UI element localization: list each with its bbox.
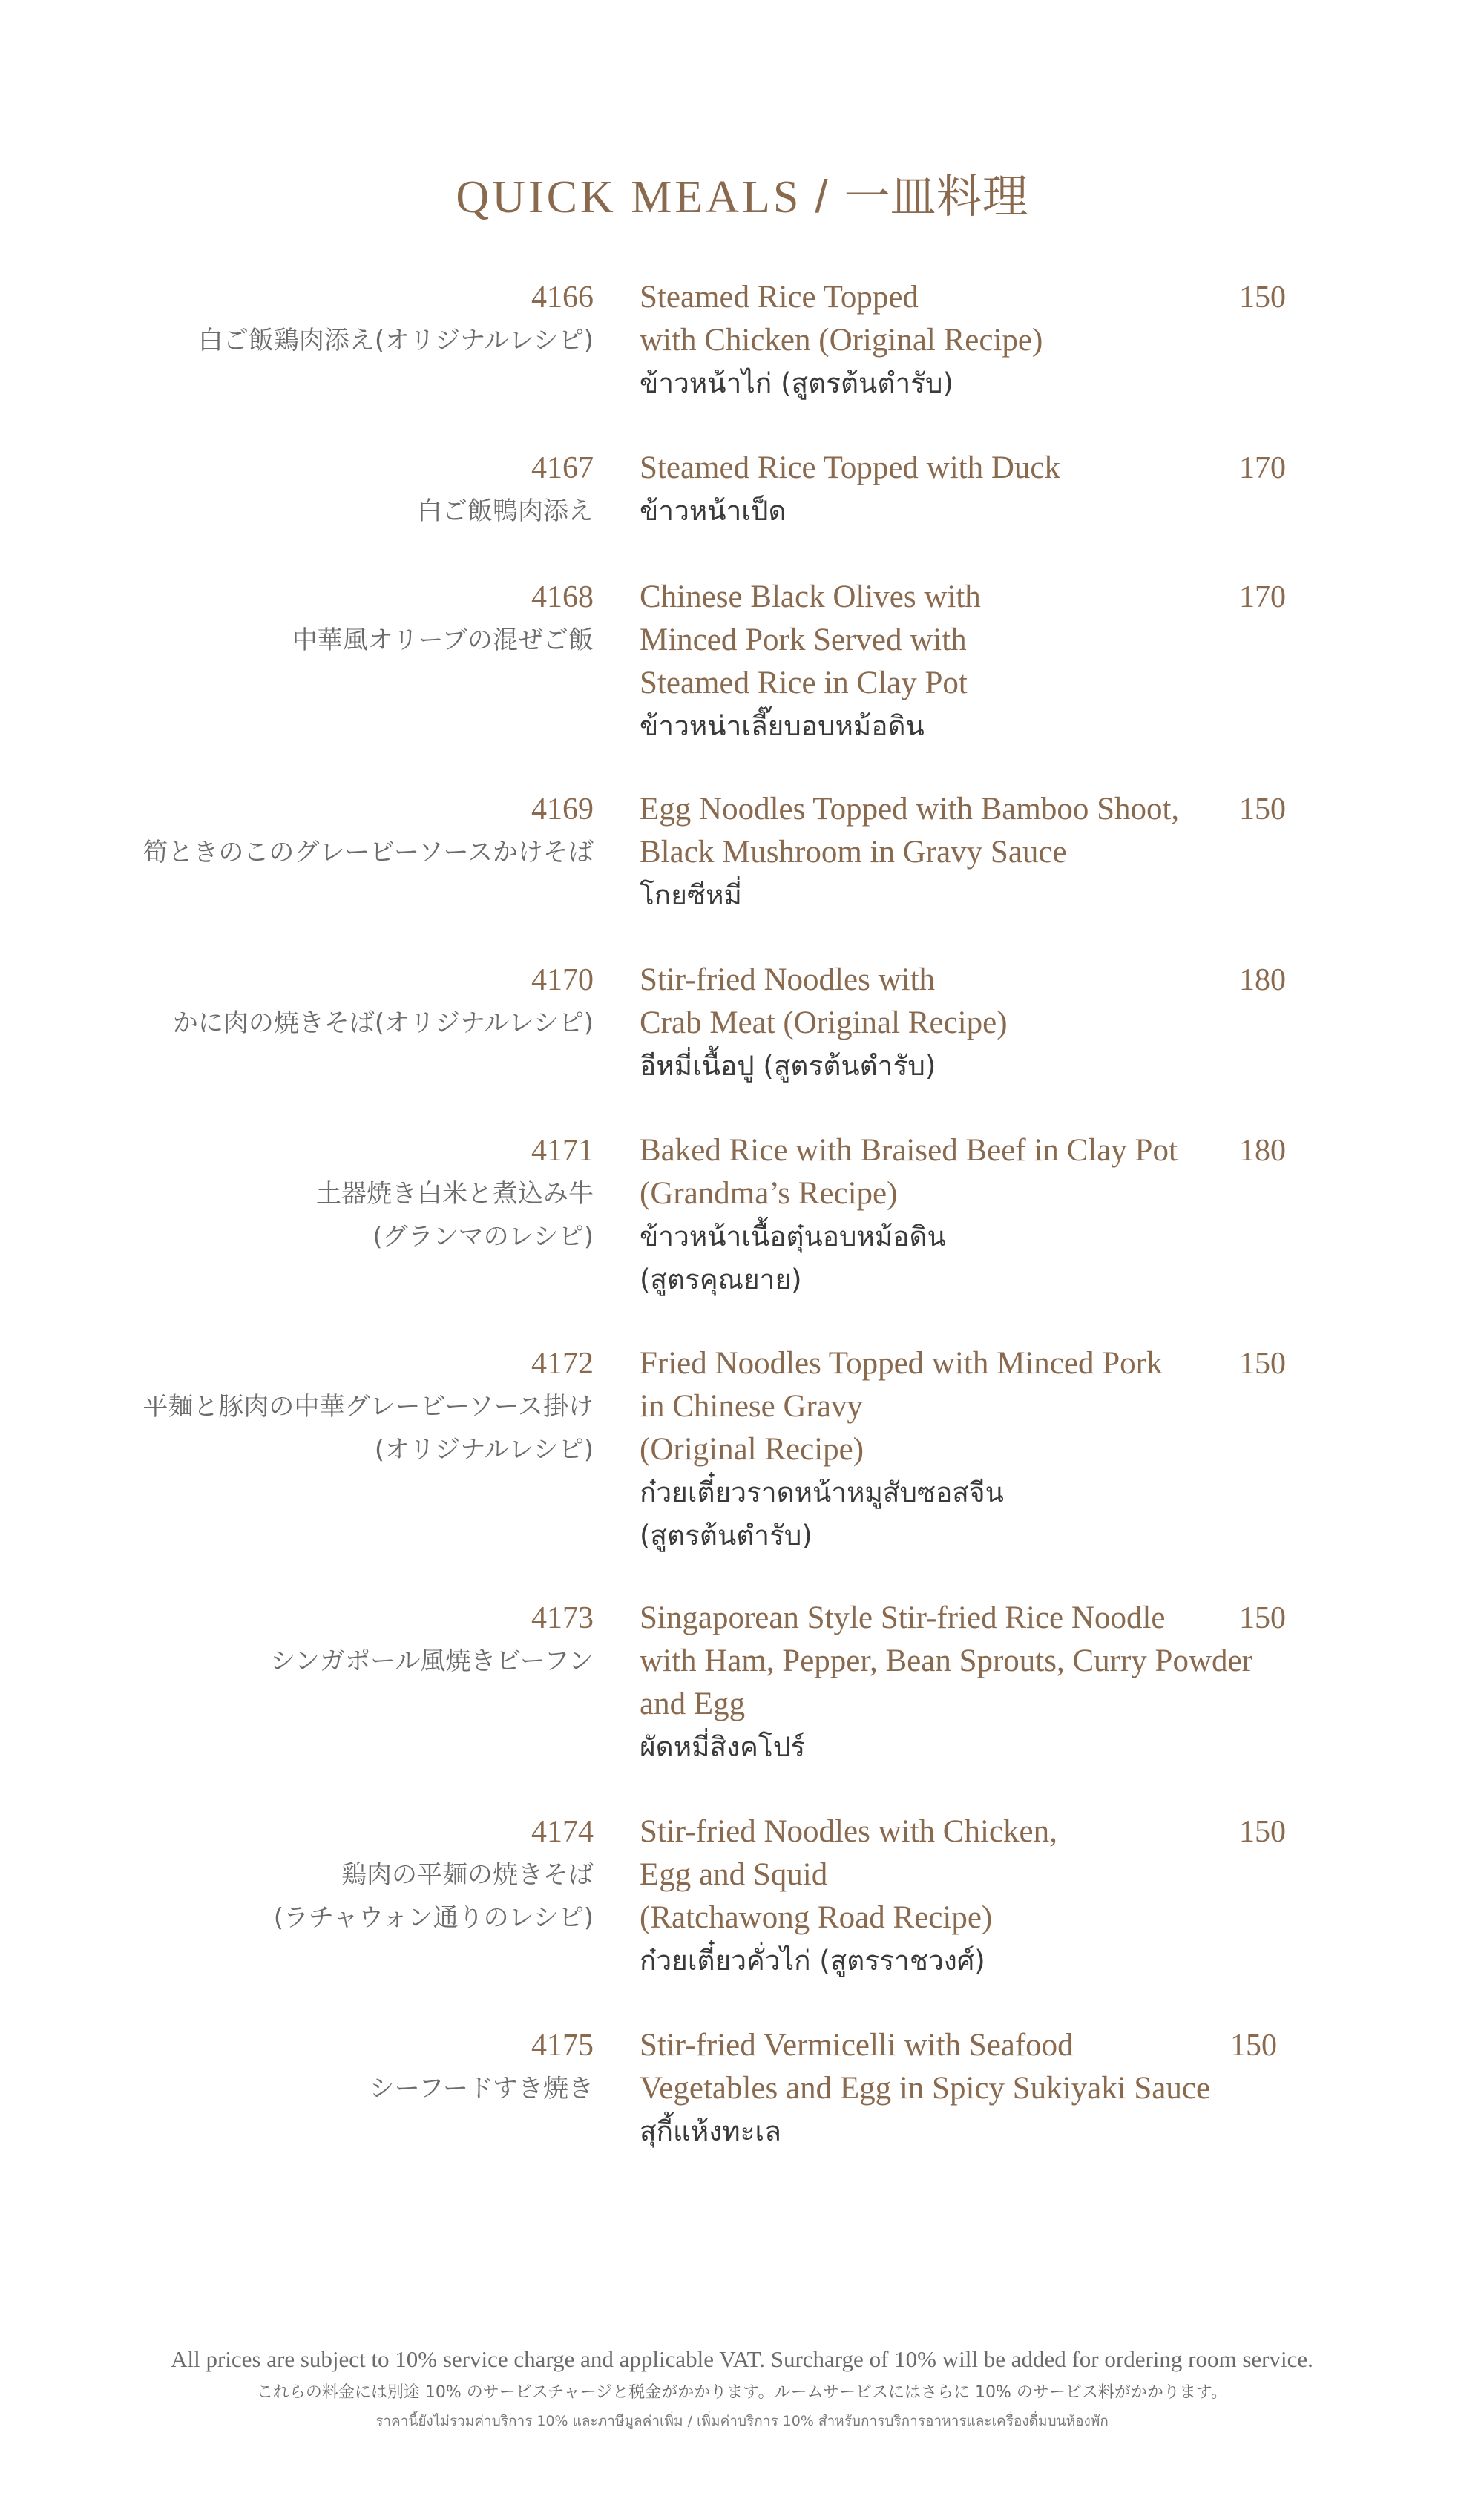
menu-item-english-name: Black Mushroom in Gravy Sauce xyxy=(640,835,1067,870)
menu-item-english-name: and Egg xyxy=(640,1687,746,1721)
menu-item-code: 4167 xyxy=(531,451,594,485)
menu-item-thai-name: ข้าวหน้าไก่ (สูตรต้นตำรับ) xyxy=(640,367,953,399)
menu-item-left-column xyxy=(142,1342,594,1471)
menu-item-thai-name: (สูตรคุณยาย) xyxy=(640,1264,802,1295)
menu-item-description xyxy=(640,276,1248,405)
menu-item-english-name: in Chinese Gravy xyxy=(640,1389,863,1424)
page-title xyxy=(0,160,1484,226)
menu-item-thai-name: ผัดหมี่สิงคโปร์ xyxy=(640,1731,806,1763)
menu-item-japanese-name: 中華風オリーブの混ぜご飯 xyxy=(292,625,594,655)
menu-item-english-name: Minced Pork Served with xyxy=(640,623,967,657)
footer-note-japanese: これらの料金には別途 10% のサービスチャージと税金がかかります。ルームサービスにはさらに 10% のサービス料がかかります。 xyxy=(256,2383,1228,2402)
menu-item-japanese-name: 筍ときのこのグレービーソースかけそば xyxy=(142,838,594,867)
menu-item-code: 4168 xyxy=(531,580,594,614)
menu-item-english-name: with Chicken (Original Recipe) xyxy=(640,323,1043,358)
menu-item-thai-name: อีหมี่เนื้อปู (สูตรต้นตำรับ) xyxy=(640,1050,936,1082)
menu-item-left-column xyxy=(270,1597,594,1683)
title-separator: / xyxy=(815,171,831,223)
menu-item-thai-name: ข้าวหน้าเนื้อตุ๋นอบหม้อดิน xyxy=(640,1221,946,1252)
menu-item-english-name: Steamed Rice Topped with Duck xyxy=(640,450,1061,485)
menu-item-code: 4171 xyxy=(531,1134,594,1168)
menu-item-thai-name: ข้าวหน้าเป็ด xyxy=(640,495,787,527)
menu-item-english-name: (Grandma’s Recipe) xyxy=(640,1176,898,1211)
title-japanese: 一皿料理 xyxy=(844,169,1028,223)
menu-item-english-name: Fried Noodles Topped with Minced Pork xyxy=(640,1346,1163,1381)
menu-item-english-name: Steamed Rice in Clay Pot xyxy=(640,666,968,700)
menu-item-description xyxy=(640,1129,1248,1301)
menu-item-price: 150 xyxy=(1239,280,1286,315)
menu-item-english-name: Egg Noodles Topped with Bamboo Shoot, xyxy=(640,792,1180,827)
menu-item-thai-name: (สูตรต้นตำรับ) xyxy=(640,1520,812,1551)
menu-item-left-column xyxy=(292,576,594,662)
title-english: QUICK MEALS xyxy=(456,172,802,223)
menu-item-description xyxy=(640,788,1248,917)
menu-item-japanese-name: 鶏肉の平麺の焼きそば xyxy=(341,1860,594,1890)
menu-item-japanese-name: シーフードすき焼き xyxy=(369,2074,594,2103)
menu-item-price: 180 xyxy=(1239,963,1286,997)
menu-item-description xyxy=(640,1810,1248,1983)
menu-item-japanese-name: シンガポール風焼きビーフン xyxy=(269,1646,594,1676)
menu-item-thai-name: สุกี้แห้งทะเล xyxy=(640,2115,781,2147)
menu-item-description xyxy=(640,959,1248,1088)
menu-item-japanese-name: 土器焼き白米と煮込み牛 xyxy=(316,1179,594,1209)
menu-item-japanese-name: 白ご飯鴨肉添え xyxy=(417,496,594,526)
menu-item-japanese-name: かに肉の焼きそば(オリジナルレシピ) xyxy=(172,1008,594,1038)
menu-item-left-column xyxy=(370,2024,594,2110)
menu-item-price: 150 xyxy=(1239,1601,1286,1635)
menu-item-english-name: Baked Rice with Braised Beef in Clay Pot xyxy=(640,1133,1178,1168)
menu-item-english-name: Stir-fried Noodles with xyxy=(640,962,936,997)
menu-item-code: 4170 xyxy=(531,963,594,997)
menu-item-code: 4169 xyxy=(531,792,594,827)
menu-item-english-name: (Original Recipe) xyxy=(640,1432,864,1467)
menu-item-description xyxy=(640,447,1248,533)
footer-note-thai: ราคานี้ยังไม่รวมค่าบริการ 10% และภาษีมูลค่าเพิ่ม / เพิ่มค่าบริการ 10% สำหรับการบริการอาหารและเครื่องดื่มบนห้องพัก xyxy=(375,2413,1109,2429)
menu-item-left-column xyxy=(142,788,594,874)
menu-item-english-name: Stir-fried Vermicelli with Seafood xyxy=(640,2028,1074,2063)
menu-item-code: 4172 xyxy=(531,1347,594,1381)
menu-item-english-name: Steamed Rice Topped xyxy=(640,280,919,315)
menu-item-thai-name: ก๋วยเตี๋ยวราดหน้าหมูสับซอสจีน xyxy=(640,1477,1004,1508)
menu-item-price: 150 xyxy=(1239,1815,1286,1849)
menu-item-english-name: (Ratchawong Road Recipe) xyxy=(640,1900,993,1935)
menu-item-thai-name: ก๋วยเตี๋ยวคั่วไก่ (สูตรราชวงศ์) xyxy=(640,1945,985,1977)
footer-note-english: All prices are subject to 10% service charge and applicable VAT. Surcharge of 10% will be added for ordering room service. xyxy=(171,2346,1313,2372)
menu-item-left-column xyxy=(173,959,594,1045)
menu-item-left-column xyxy=(316,1129,594,1258)
menu-item-english-name: with Ham, Pepper, Bean Sprouts, Curry Powder xyxy=(640,1643,1252,1678)
menu-item-thai-name: โกยซีหมี่ xyxy=(640,879,742,911)
menu-item-japanese-name: 平麺と豚肉の中華グレービーソース掛け xyxy=(142,1392,594,1422)
menu-item-japanese-name: (ラチャウォン通りのレシピ) xyxy=(273,1903,594,1933)
menu-item-left-column xyxy=(417,447,594,533)
menu-item-code: 4174 xyxy=(531,1815,594,1849)
menu-item-code: 4173 xyxy=(531,1601,594,1635)
menu-item-price: 170 xyxy=(1239,451,1286,485)
menu-item-japanese-name: (グランマのレシピ) xyxy=(372,1222,594,1252)
menu-item-english-name: Vegetables and Egg in Spicy Sukiyaki Sauce xyxy=(640,2071,1211,2106)
menu-item-japanese-name: 白ご飯鶏肉添え(オリジナルレシピ) xyxy=(197,326,594,355)
menu-item-english-name: Stir-fried Noodles with Chicken, xyxy=(640,1814,1057,1849)
menu-item-left-column xyxy=(274,1810,594,1940)
menu-item-price: 150 xyxy=(1230,2029,1277,2063)
menu-item-price: 180 xyxy=(1239,1134,1286,1168)
menu-item-english-name: Egg and Squid xyxy=(640,1857,828,1892)
menu-item-description xyxy=(640,1342,1248,1557)
menu-item-thai-name: ข้าวหน่าเลี๊ยบอบหม้อดิน xyxy=(640,710,925,742)
menu-item-price: 170 xyxy=(1239,580,1286,614)
menu-item-english-name: Chinese Black Olives with xyxy=(640,579,981,614)
menu-item-price: 150 xyxy=(1239,792,1286,827)
menu-item-japanese-name: (オリジナルレシピ) xyxy=(374,1435,594,1465)
menu-item-left-column xyxy=(198,276,594,362)
menu-item-description xyxy=(640,576,1248,748)
menu-item-price: 150 xyxy=(1239,1347,1286,1381)
menu-item-description xyxy=(640,2024,1248,2153)
menu-item-code: 4166 xyxy=(531,280,594,315)
menu-item-code: 4175 xyxy=(531,2029,594,2063)
menu-item-english-name: Crab Meat (Original Recipe) xyxy=(640,1005,1008,1040)
menu-item-description xyxy=(640,1597,1252,1769)
menu-item-english-name: Singaporean Style Stir-fried Rice Noodle xyxy=(640,1600,1166,1635)
